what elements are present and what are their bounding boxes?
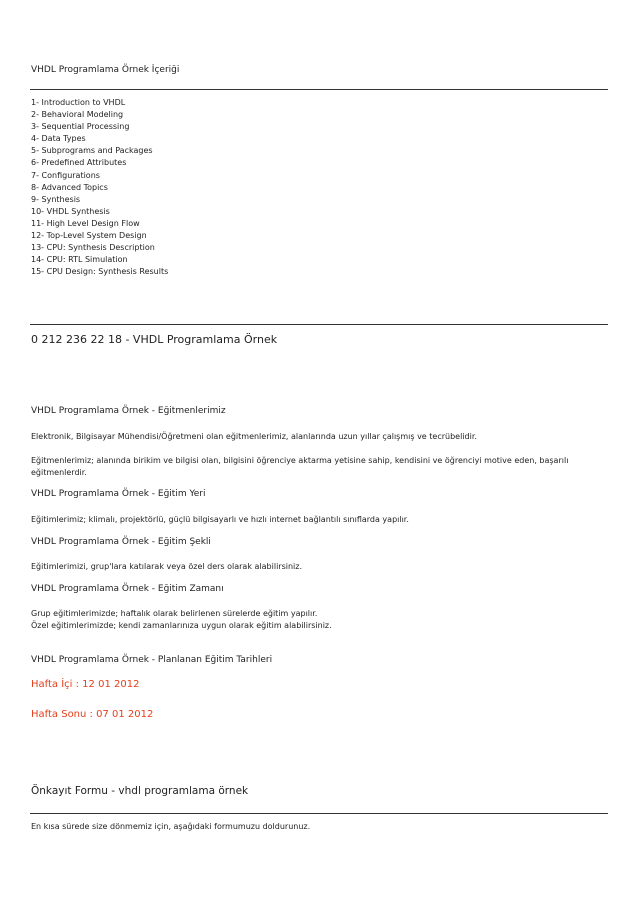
phone-heading: 0 212 236 22 18 - VHDL Programlama Örnek xyxy=(31,333,278,346)
toc-list xyxy=(31,97,168,278)
toc-item: 3- Sequential Processing xyxy=(31,122,130,132)
toc-item: 10- VHDL Synthesis xyxy=(31,206,110,216)
time-title: VHDL Programlama Örnek - Eğitim Zamanı xyxy=(31,584,224,594)
trainers-title: VHDL Programlama Örnek - Eğitmenlerimiz xyxy=(31,406,226,416)
time-paragraph-2: Özel eğitimlerimizde; kendi zamanlarınıza uygun olarak eğitim alabilirsiniz. xyxy=(31,621,332,630)
toc-item: 12- Top-Level System Design xyxy=(31,231,147,241)
toc-item: 11- High Level Design Flow xyxy=(31,218,140,228)
toc-item: 6- Predefined Attributes xyxy=(31,158,127,168)
style-title: VHDL Programlama Örnek - Eğitim Şekli xyxy=(31,537,211,547)
form-note: En kısa sürede size dönmemiz için, aşağıdaki formumuzu doldurunuz. xyxy=(31,822,311,831)
toc-item: 7- Configurations xyxy=(31,170,100,180)
trainers-paragraph: Elektronik, Bilgisayar Mühendisi/Öğretmeni olan eğitmenlerimiz, alanlarında uzun yıllar çalışmış ve tecrübelidir. xyxy=(31,432,477,441)
toc-item: 14- CPU: RTL Simulation xyxy=(31,255,128,265)
toc-title: VHDL Programlama Örnek İçeriği xyxy=(31,65,180,75)
style-paragraph: Eğitimlerimizi, grup'lara katılarak veya özel ders olarak alabilirsiniz. xyxy=(31,562,302,571)
place-paragraph: Eğitimlerimiz; klimalı, projektörlü, güçlü bilgisayarlı ve hızlı internet bağlantılı sınıflarda yapılır. xyxy=(31,515,409,524)
place-title: VHDL Programlama Örnek - Eğitim Yeri xyxy=(31,489,206,499)
toc-item: 8- Advanced Topics xyxy=(31,182,108,192)
dates-title: VHDL Programlama Örnek - Planlanan Eğitim Tarihleri xyxy=(31,655,273,665)
time-paragraph-1: Grup eğitimlerimizde; haftalık olarak belirlenen sürelerde eğitim yapılır. xyxy=(31,609,318,618)
toc-item: 5- Subprograms and Packages xyxy=(31,146,153,156)
toc-item: 9- Synthesis xyxy=(31,194,81,204)
toc-item: 1- Introduction to VHDL xyxy=(31,98,126,107)
form-title: Önkayıt Formu - vhdl programlama örnek xyxy=(31,785,249,797)
toc-item: 2- Behavioral Modeling xyxy=(31,110,124,120)
weekend-date: Hafta Sonu : 07 01 2012 xyxy=(31,709,154,720)
trainers-paragraph-2-line-1: Eğitmenlerimiz; alanında birikim ve bilgisi olan, bilgisini öğrenciye aktarma yetisine sahip, kendisini ve öğrenciyi motive eden, başarılı xyxy=(31,456,569,465)
divider xyxy=(30,813,608,814)
trainers-paragraph-2-line-2: eğitmenlerdir. xyxy=(31,468,87,477)
divider xyxy=(30,89,608,90)
toc-item: 13- CPU: Synthesis Description xyxy=(31,243,155,253)
toc-item: 4- Data Types xyxy=(31,134,86,144)
divider xyxy=(30,324,608,325)
toc-item: 15- CPU Design: Synthesis Results xyxy=(31,267,169,277)
weekday-date: Hafta İçi : 12 01 2012 xyxy=(31,679,140,690)
